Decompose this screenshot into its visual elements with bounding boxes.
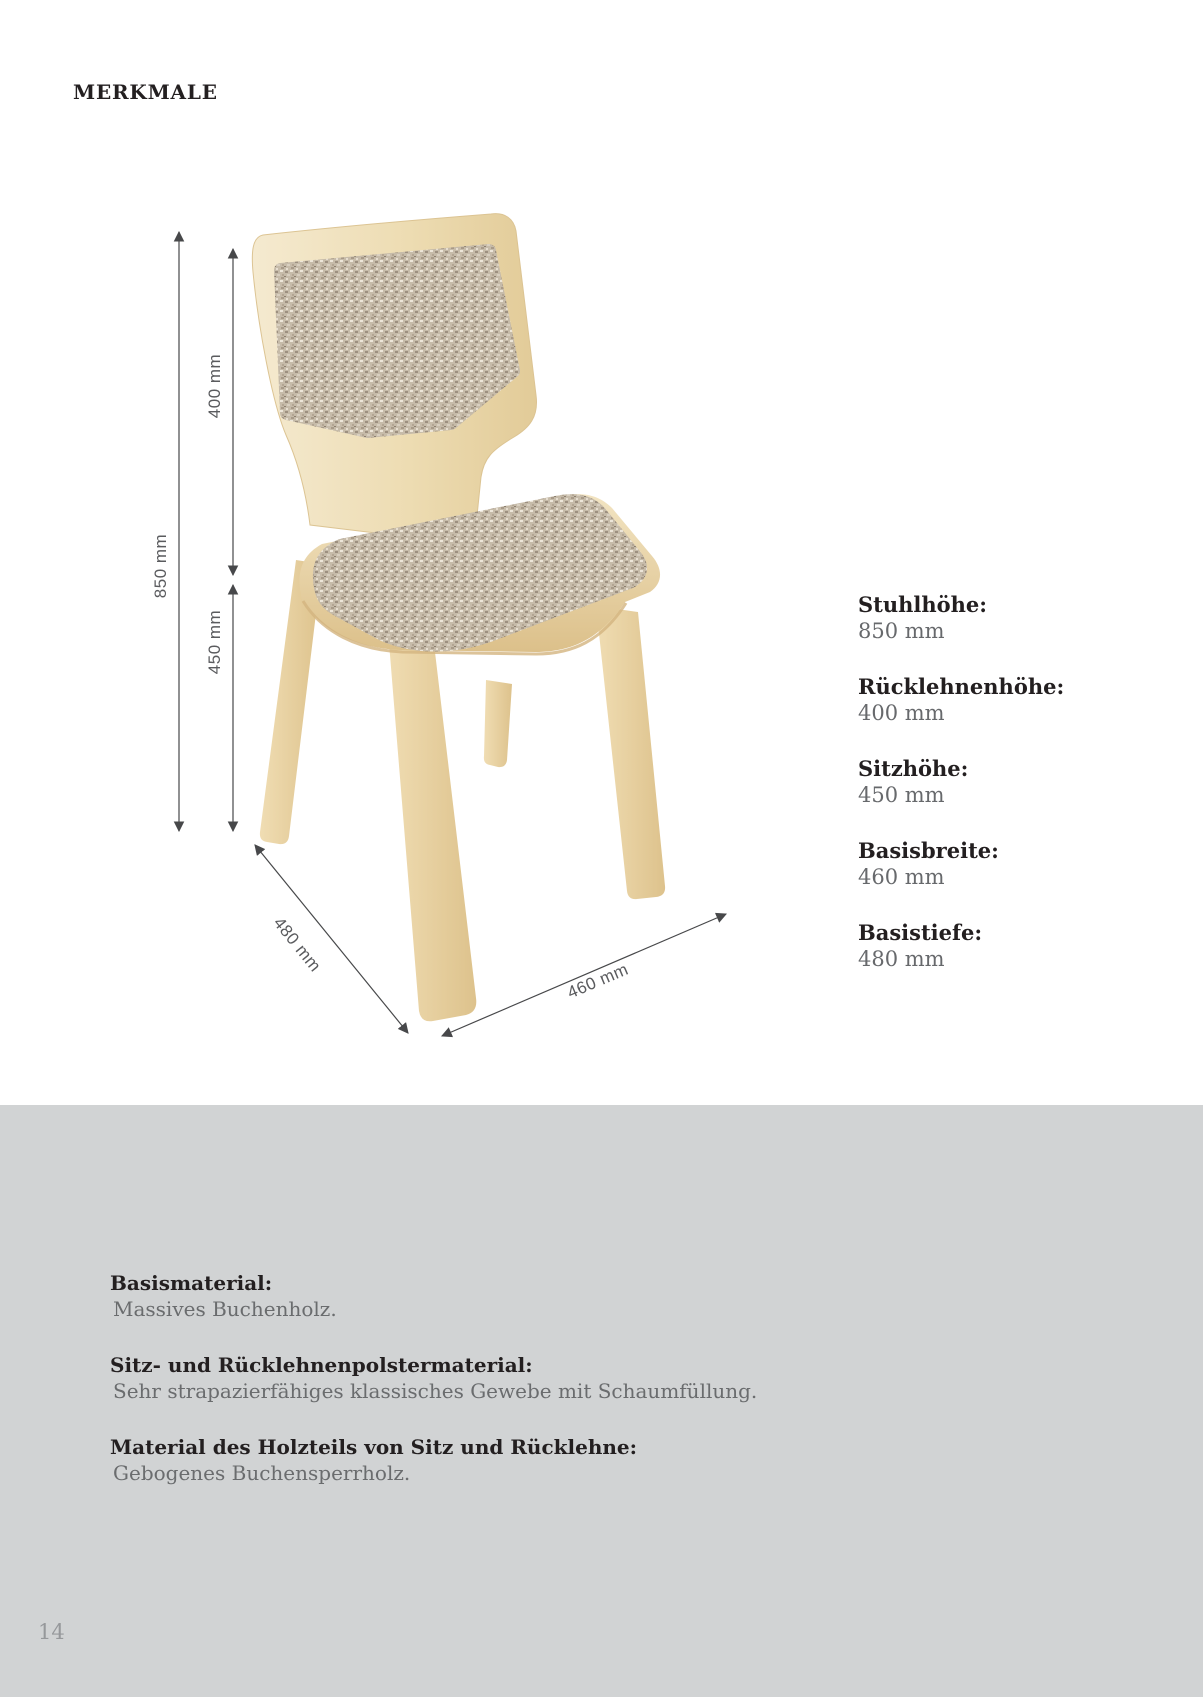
dim-label-backrest-height: 400 mm (205, 353, 224, 419)
chair-front-left-leg (386, 606, 476, 1021)
spec-item-backrest-height (858, 674, 1118, 726)
spec-label: Basistiefe: (858, 920, 983, 945)
spec-label: Stuhlhöhe: (858, 592, 988, 617)
material-value: Gebogenes Buchensperrholz. (113, 1461, 411, 1485)
spec-value: 400 mm (858, 701, 945, 725)
spec-item-chair-height (858, 592, 1118, 644)
dim-line-base-depth (255, 845, 408, 1033)
material-item-upholstery (110, 1352, 810, 1405)
dim-label-base-width: 460 mm (564, 959, 632, 1003)
spec-list (858, 592, 1118, 1002)
page-number: 14 (38, 1620, 65, 1644)
spec-value: 480 mm (858, 947, 945, 971)
chair-illustration (252, 214, 665, 1022)
spec-value: 460 mm (858, 865, 945, 889)
material-value: Massives Buchenholz. (113, 1297, 337, 1321)
page-title: MERKMALE (73, 80, 218, 104)
material-label: Basismaterial: (110, 1271, 273, 1295)
materials-section (0, 1105, 1203, 1697)
material-value: Sehr strapazierfähiges klassisches Gewebe mit Schaumfüllung. (113, 1379, 758, 1403)
materials-list (110, 1270, 810, 1516)
material-label: Material des Holzteils von Sitz und Rücklehne: (110, 1435, 638, 1459)
spec-value: 450 mm (858, 783, 945, 807)
chair-front-right-leg (596, 606, 665, 899)
spec-item-seat-height (858, 756, 1118, 808)
spec-value: 850 mm (858, 619, 945, 643)
material-item-base (110, 1270, 810, 1323)
spec-label: Rücklehnenhöhe: (858, 674, 1065, 699)
dim-label-total-height: 850 mm (151, 533, 170, 599)
dim-line-base-width (442, 914, 726, 1036)
spec-item-base-width (858, 838, 1118, 890)
dim-label-seat-height: 450 mm (205, 609, 224, 675)
material-label: Sitz- und Rücklehnenpolstermaterial: (110, 1353, 533, 1377)
material-item-wood-parts (110, 1434, 810, 1487)
spec-label: Basisbreite: (858, 838, 999, 863)
chair-back-right-leg (484, 680, 512, 767)
chair-backrest-fabric (281, 251, 513, 431)
spec-label: Sitzhöhe: (858, 756, 969, 781)
dim-label-base-depth: 480 mm (269, 913, 325, 976)
spec-item-base-depth (858, 920, 1118, 972)
